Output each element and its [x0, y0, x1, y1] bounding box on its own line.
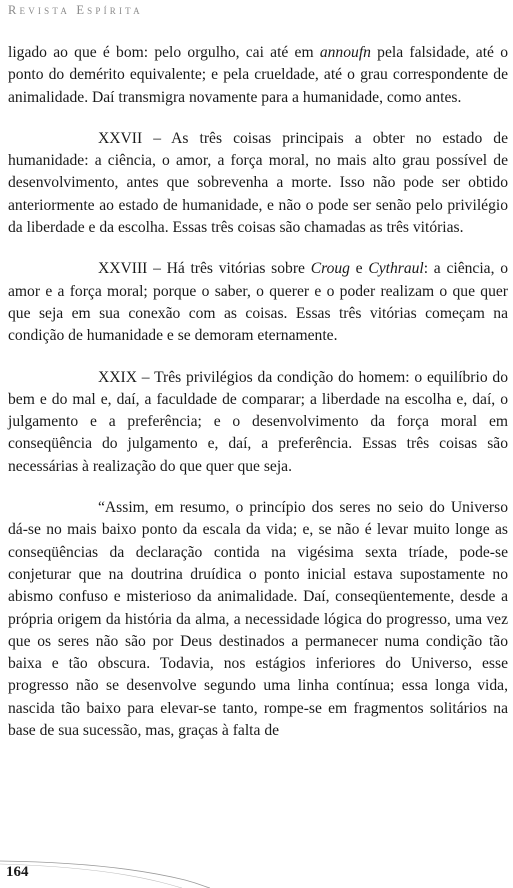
footer-swoosh-decoration [0, 858, 513, 888]
paragraph-summary-quote [8, 497, 508, 742]
page-body [8, 42, 508, 742]
running-header: Revista Espírita [8, 3, 143, 17]
italic-term: Croug [310, 260, 350, 278]
paragraph-triad-xxix [8, 367, 508, 478]
italic-term: Cythraul [368, 260, 424, 278]
paragraph-continuation [8, 42, 508, 109]
paragraph-triad-xxviii [8, 258, 508, 347]
text-run: : a ciência, o amor e a força moral; porque o saber, o querer e o poder realizam o que quer que seja em sua conexão com as coisas. Essas três vitórias começam na condição de humanidade e se demoram eternamente. [8, 260, 508, 345]
italic-term: annoufn [319, 44, 371, 61]
page-footer [0, 858, 513, 888]
text-run: XXVIII – Há três vitórias sobre [98, 260, 311, 278]
text-run: pela falsidade, até o ponto do demérito equivalente; e pela crueldade, até o grau correspondente de animalidade. Daí transmigra novamente para a humanidade, como antes. [8, 44, 508, 106]
text-run: XXVII – As três coisas principais a obter no estado de humanidade: a ciência, o amor, a força moral, no mais alto grau possível de desenvolvimento, antes que sobrevenha a morte. Isso não pode ser obtido anteriormente ao estado de humanidade, e não o pode ser senão pelo privilégio da liberdade e da escolha. Essas três coisas são chamadas as três vitórias. [8, 129, 508, 237]
page-number: 164 [6, 864, 29, 880]
text-run: “Assim, em resumo, o princípio dos seres no seio do Universo dá-se no mais baixo ponto da escala da vida; e, se não é levar muito longe as conseqüências da declaração contida na vigésima sexta tríade, pode-se conjeturar que na doutrina druídica o ponto inicial estava supostamente no abismo confuso e misterioso da animalidade. Daí, conseqüentemente, desde a própria origem da história da alma, a necessidade lógica do progresso, uma vez que os seres não são por Deus destinados a permanecer numa condição tão baixa e tão obscura. Todavia, nos estágios inferiores do Universo, esse progresso não se desenvolve segundo uma linha contínua; essa longa vida, nascida tão baixo para elevar-se tanto, rompe-se em fragmentos solitários na base de sua sucessão, mas, graças à falta de [8, 499, 508, 740]
text-run: ligado ao que é bom: pelo orgulho, cai até em [8, 44, 320, 61]
text-run: e [349, 260, 369, 278]
text-run: XXIX – Três privilégios da condição do homem: o equilíbrio do bem e do mal e, daí, a faculdade de comparar; a liberdade na escolha e, daí, o julgamento e a preferência; e o desenvolvimento da força moral em conseqüência do julgamento e, daí, a preferência. Essas três coisas são necessárias à realização do que quer que seja. [8, 368, 508, 475]
paragraph-triad-xxvii [8, 128, 508, 239]
